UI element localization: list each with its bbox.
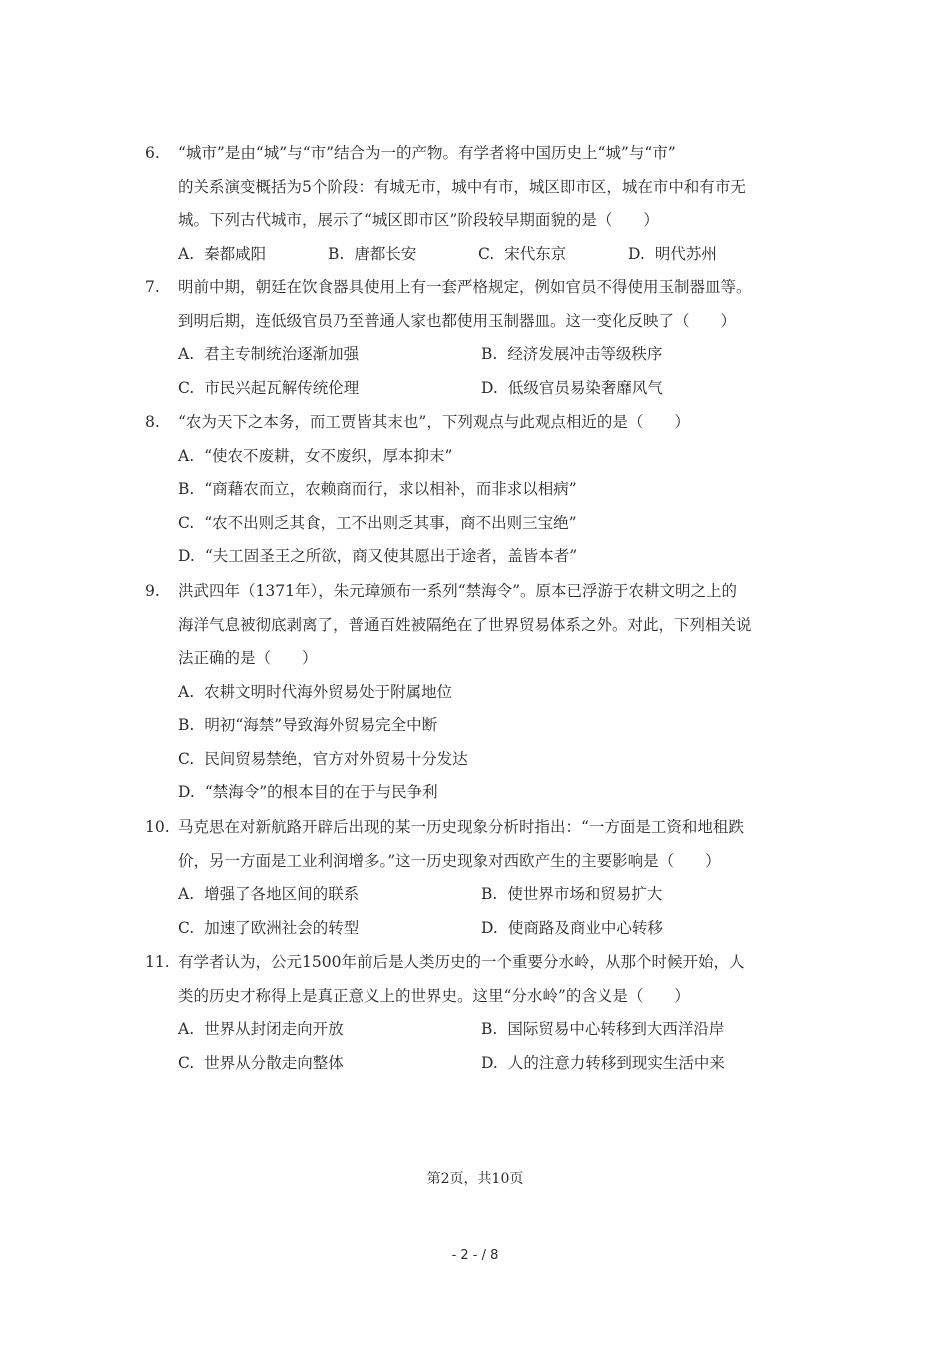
option-c[interactable]: C. 加速了欧洲社会的转型 (178, 918, 360, 937)
question-stem-line: 城。下列古代城市，展示了“城区即市区”阶段较早期面貌的是（ ） (178, 211, 659, 229)
question-stem-line: 海洋气息被彻底剥离了，普通百姓被隔绝在了世界贸易体系之外。对此，下列相关说 (178, 615, 752, 634)
options-row (145, 1047, 810, 1081)
option-c[interactable]: C. 市民兴起瓦解传统伦理 (178, 378, 360, 397)
option-a[interactable]: A. “使农不废耕，女不废织，厚本抑末” (178, 446, 453, 465)
option-c[interactable]: C. “农不出则乏其食，工不出则乏其事，商不出则三宝绝” (178, 513, 577, 532)
option-c[interactable]: C. 宋代东京 (478, 244, 567, 263)
question-stem-line: 马克思在对新航路开辟后出现的某一历史现象分析时指出：“一方面是工资和地租跌 (178, 818, 744, 836)
option-b[interactable]: B. “商藉农而立，农赖商而行，求以相补，而非求以相病” (178, 480, 577, 498)
option-d[interactable]: D. 人的注意力转移到现实生活中来 (481, 1053, 725, 1072)
option-a[interactable]: A. 秦都咸阳 (178, 244, 267, 263)
page-footer: 第2页，共10页 (426, 1171, 524, 1187)
options-row (145, 238, 810, 272)
question-10 (145, 811, 810, 945)
option-a[interactable]: A. 君主专制统治逐渐加强 (178, 345, 360, 363)
option-c[interactable]: C. 世界从分散走向整体 (178, 1053, 344, 1072)
option-a[interactable]: A. 世界从封闭走向开放 (178, 1020, 344, 1038)
option-d[interactable]: D. 明代苏州 (628, 244, 717, 263)
options-row (145, 912, 810, 946)
options-row (145, 1013, 810, 1047)
question-stem-line: 的关系演变概括为5个阶段：有城无市，城中有市，城区即市区，城在市中和有市无 (178, 177, 746, 196)
option-d[interactable]: D. “夫工固圣王之所欲，商又使其愿出于途者，盖皆本者” (178, 547, 578, 565)
option-c[interactable]: C. 民间贸易禁绝，官方对外贸易十分发达 (178, 749, 468, 768)
option-b[interactable]: B. 使世界市场和贸易扩大 (481, 885, 663, 903)
question-stem-line: 洪武四年（1371年），朱元璋颁布一系列“禁海令”。原本已浮游于农耕文明之上的 (178, 582, 738, 600)
question-9 (145, 575, 810, 810)
question-stem-line: 类的历史才称得上是真正意义上的世界史。这里“分水岭”的含义是（ ） (178, 986, 690, 1005)
question-stem-line: 明前中期，朝廷在饮食器具使用上有一套严格规定，例如官员不得使用玉制器皿等。 (178, 278, 752, 296)
question-7 (145, 271, 810, 405)
option-b[interactable]: B. 唐都长安 (328, 244, 417, 263)
option-a[interactable]: A. 增强了各地区间的联系 (178, 885, 360, 903)
option-b[interactable]: B. 国际贸易中心转移到大西洋沿岸 (481, 1020, 725, 1038)
option-b[interactable]: B. 明初“海禁”导致海外贸易完全中断 (178, 716, 438, 734)
option-d[interactable]: D. “禁海令”的根本目的在于与民争利 (178, 783, 438, 801)
question-stem-line: “城市”是由“城”与“市”结合为一的产物。有学者将中国历史上“城”与“市” (178, 144, 676, 162)
question-number: 8. (145, 413, 160, 431)
option-d[interactable]: D. 使商路及商业中心转移 (481, 918, 663, 937)
option-d[interactable]: D. 低级官员易染奢靡风气 (481, 378, 663, 397)
options-row (145, 338, 810, 372)
question-11 (145, 946, 810, 1080)
question-number: 6. (145, 144, 160, 162)
question-stem-line: 到明后期，连低级官员乃至普通人家也都使用玉制器皿。这一变化反映了（ ） (178, 311, 737, 330)
question-number: 9. (145, 582, 160, 600)
question-stem-line: 价，另一方面是工业利润增多。”这一历史现象对西欧产生的主要影响是（ ） (178, 851, 721, 870)
question-8 (145, 406, 810, 574)
question-stem-line: “农为天下之本务，而工贾皆其末也”，下列观点与此观点相近的是（ ） (178, 413, 690, 431)
question-number: 7. (145, 278, 160, 296)
question-number: 10. (145, 818, 170, 836)
options-row (145, 372, 810, 406)
question-stem-line: 有学者认为，公元1500年前后是人类历史的一个重要分水岭，从那个时候开始，人 (178, 953, 745, 971)
sheet-number: - 2 - / 8 (451, 1248, 499, 1263)
option-a[interactable]: A. 农耕文明时代海外贸易处于附属地位 (178, 682, 453, 701)
question-stem-line: 法正确的是（ ） (178, 649, 318, 667)
question-number: 11. (145, 953, 170, 971)
option-b[interactable]: B. 经济发展冲击等级秩序 (481, 345, 663, 363)
question-6 (145, 137, 810, 271)
options-row (145, 878, 810, 912)
